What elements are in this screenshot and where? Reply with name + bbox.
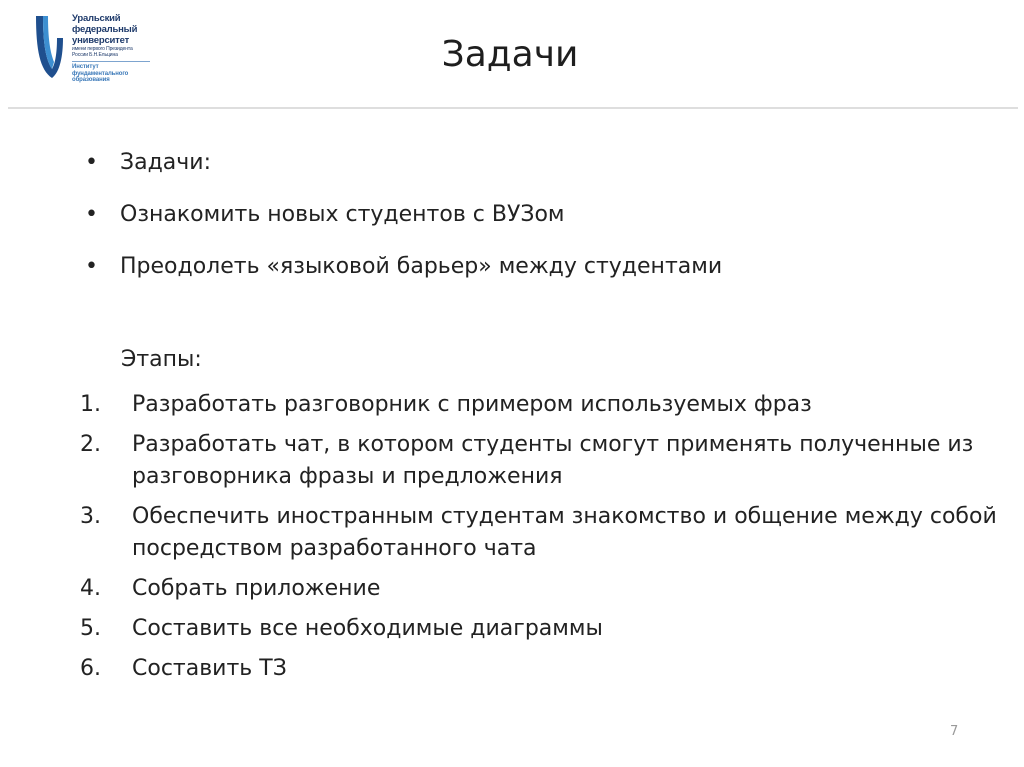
slide-title: Задачи: [441, 34, 579, 75]
stage-text: Собрать приложение: [132, 576, 381, 601]
bullet-list: [80, 148, 980, 304]
logo-institute-line: образования: [72, 77, 110, 84]
stage-item: [80, 501, 1000, 565]
bullet-marker: •: [85, 202, 98, 227]
bullet-text: Ознакомить новых студентов с ВУЗом: [120, 202, 565, 227]
stage-text: Разработать разговорник с примером используемых фраз: [132, 392, 812, 417]
logo-line: федеральный: [72, 24, 138, 35]
bullet-item: [80, 148, 980, 178]
bullet-text: Задачи:: [120, 150, 211, 175]
bullet-item: [80, 252, 980, 282]
stage-number: 4.: [80, 576, 101, 601]
logo-divider: [72, 61, 150, 62]
stage-number: 2.: [80, 432, 101, 457]
stage-text: Составить все необходимые диаграммы: [132, 616, 603, 641]
title-divider: [8, 107, 1018, 109]
stage-item: [80, 653, 1000, 685]
logo-subline: России Б.Н.Ельцина: [72, 52, 118, 58]
urfu-logo-icon: [30, 12, 70, 82]
logo-institute-line: Институт: [72, 64, 99, 70]
stage-item: [80, 613, 1000, 645]
bullet-text: Преодолеть «языковой барьер» между студентами: [120, 254, 723, 279]
stages-heading: Этапы:: [121, 347, 202, 372]
stage-text: Составить ТЗ: [132, 656, 287, 681]
logo-line: университет: [72, 35, 130, 46]
bullet-marker: •: [85, 254, 98, 279]
stage-number: 6.: [80, 656, 101, 681]
logo-text: [72, 13, 162, 84]
stages-list: [80, 389, 1000, 693]
logo-subline: имени первого Президента: [72, 46, 133, 52]
stage-text: Обеспечить иностранным студентам знакомство и общение между собой посредством разработанного чата: [132, 504, 997, 561]
stage-item: [80, 573, 1000, 605]
university-logo: [30, 10, 155, 95]
stage-item: [80, 429, 1000, 493]
bullet-item: [80, 200, 980, 230]
stage-item: [80, 389, 1000, 421]
page-number: 7: [950, 724, 959, 739]
stage-number: 1.: [80, 392, 101, 417]
stage-number: 5.: [80, 616, 101, 641]
stage-text: Разработать чат, в котором студенты смогут применять полученные из разговорника фразы и предложения: [132, 432, 974, 489]
stage-number: 3.: [80, 504, 101, 529]
logo-institute-line: фундаментального: [72, 70, 129, 77]
logo-line: Уральский: [72, 13, 121, 24]
bullet-marker: •: [85, 150, 98, 175]
